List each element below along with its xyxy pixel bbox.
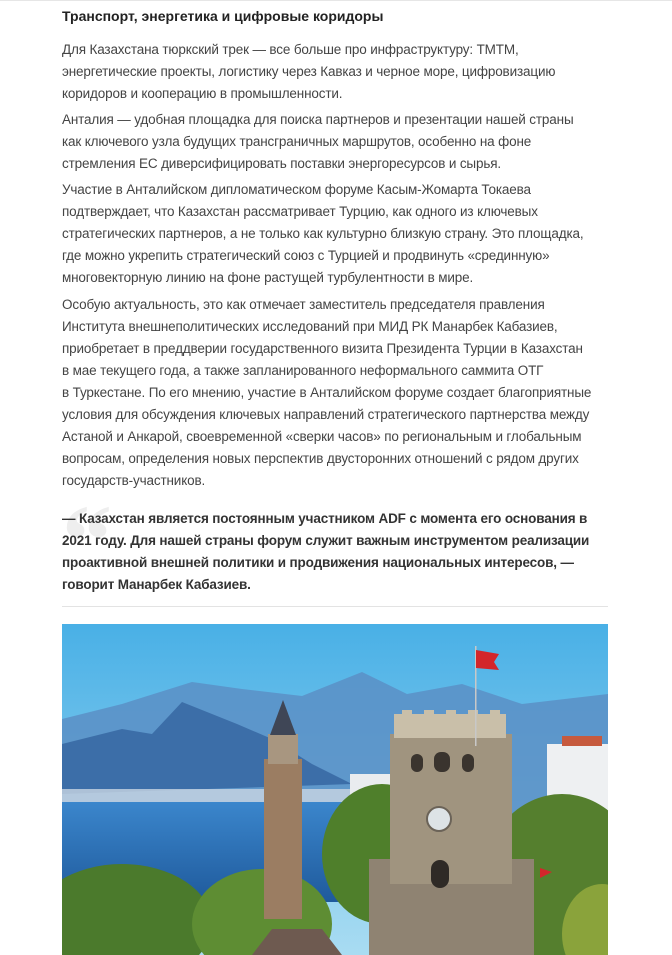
paragraph-line: Участие в Анталийском дипломатическом форуме Касым-Жомарта Токаева <box>62 182 531 197</box>
paragraph <box>62 109 622 175</box>
tower-door <box>431 860 449 888</box>
paragraph-line: приобретает в преддверии государственного визита Президента Турции в Казахстан <box>62 341 583 356</box>
paragraph-line: как ключевого узла будущих трансграничных маршрутов, особенно на фоне <box>62 134 532 149</box>
paragraph-line: условия для обсуждения ключевых направлений стратегического партнерства между <box>62 407 590 422</box>
paragraph-line: где можно укрепить стратегический союз с Турцией и продвинуть «срединную» <box>62 248 550 263</box>
blockquote <box>62 508 622 596</box>
merlon <box>424 710 434 718</box>
paragraph-line: коридоров и кооперацию в промышленности. <box>62 86 343 101</box>
paragraph <box>62 294 622 492</box>
paragraph <box>62 179 622 289</box>
merlon <box>490 710 500 718</box>
tower-window <box>434 752 450 772</box>
paragraph-line: стремления ЕС диверсифицировать поставки энергоресурсов и сырья. <box>62 156 501 171</box>
distant-city <box>62 789 362 804</box>
roof <box>562 736 602 746</box>
paragraph-line: Астаной и Анкарой, своевременной «сверки часов» по региональным и глобальным <box>62 429 582 444</box>
tower-window <box>462 754 474 772</box>
article-photo[interactable] <box>62 624 608 955</box>
paragraph-line: в мае текущего года, а также запланированного неформального саммита ОТГ <box>62 363 544 378</box>
quote-line: — Казахстан является постоянным участником ADF с момента его основания в <box>62 511 588 526</box>
paragraph <box>62 39 622 105</box>
merlon <box>446 710 456 718</box>
paragraph-line: Для Казахстана тюркский трек — все больше про инфраструктуру: ТМТМ, <box>62 42 519 57</box>
tower-window <box>411 754 423 772</box>
paragraph-line: Анталия — удобная площадка для поиска партнеров и презентации нашей страны <box>62 112 574 127</box>
clock-face-icon <box>427 807 451 831</box>
paragraph-line: Особую актуальность, это как отмечает заместитель председателя правления <box>62 297 545 312</box>
yivli-minaret <box>264 759 302 919</box>
quote-mark-icon: “ <box>62 484 112 595</box>
clock-tower <box>390 734 512 884</box>
paragraph-line: стратегических партнеров, а не только как культурно близкую страну. Это площадка, <box>62 226 584 241</box>
quote-line: 2021 году. Для нашей страны форум служит важным инструментом реализации <box>62 533 590 548</box>
merlon <box>402 710 412 718</box>
antalya-clock-tower-photo <box>62 624 608 955</box>
paragraph-line: подтверждает, что Казахстан рассматривает Турцию, как одного из ключевых <box>62 204 538 219</box>
quote-line: проактивной внешней политики и продвижения национальных интересов, — <box>62 555 574 570</box>
quote-divider <box>62 606 608 607</box>
paragraph-line: в Туркестане. По его мнению, участие в Анталийском форуме создает благоприятные <box>62 385 592 400</box>
paragraph-line: энергетические проекты, логистику через Кавказ и черное море, цифровизацию <box>62 64 556 79</box>
quote-line: говорит Манарбек Кабазиев. <box>62 577 251 592</box>
paragraph-line: вопросам, определения новых перспектив двусторонних отношений с рядом других <box>62 451 579 466</box>
paragraph-line: Института внешнеполитических исследований при МИД РК Манарбек Кабазиев, <box>62 319 558 334</box>
paragraph-line: многовекторную линию на фоне растущей турбулентности в мире. <box>62 270 474 285</box>
minaret-top <box>268 734 298 764</box>
section-heading: Транспорт, энергетика и цифровые коридоры <box>62 8 384 24</box>
paragraph-line: государств-участников. <box>62 473 206 488</box>
top-border <box>0 0 672 1</box>
